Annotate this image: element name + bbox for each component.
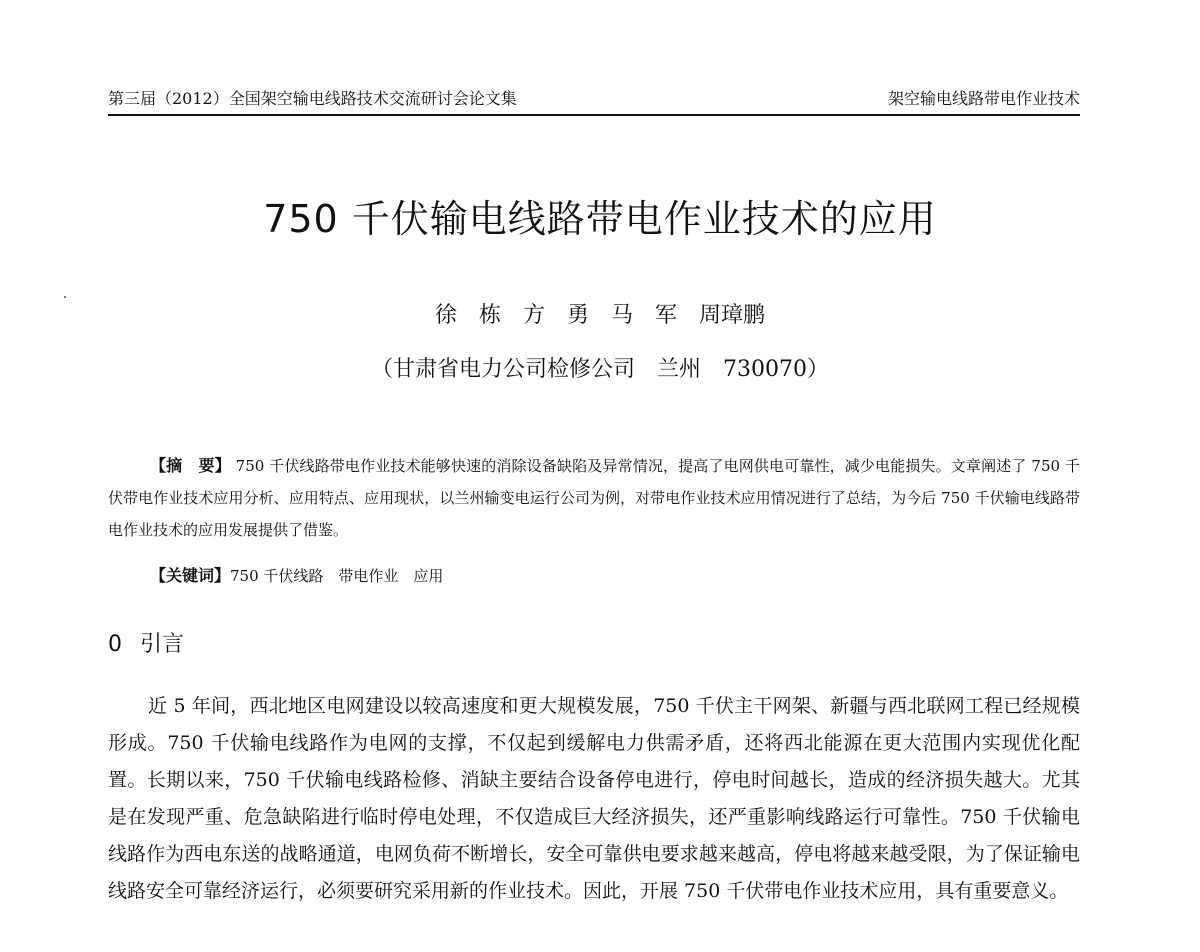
running-header xyxy=(108,84,1080,116)
abstract-paragraph xyxy=(108,450,1080,546)
author-affiliation: （甘肃省电力公司检修公司 兰州 730070） xyxy=(371,357,829,382)
abstract xyxy=(108,450,1080,546)
section-title: 引言 xyxy=(140,632,185,657)
section-number: 0 xyxy=(108,632,122,657)
keywords xyxy=(150,560,443,592)
abstract-text: 750 千伏线路带电作业技术能够快速的消除设备缺陷及异常情况，提高了电网供电可靠性，减少电能损失。文章阐述了 750 千伏带电作业技术应用分析、应用特点、应用现状，以兰州输变电运行公司为例，对带电作业技术应用情况进行了总结，为今后 750 千伏输电线路带电作业技术的应用发展提供了借鉴。 xyxy=(108,457,1080,539)
body-paragraph: 近 5 年间，西北地区电网建设以较高速度和更大规模发展，750 千伏主干网架、新疆与西北联网工程已经规模形成。750 千伏输电线路作为电网的支撑，不仅起到缓解电力供需矛盾，还将西北能源在更大范围内实现优化配置。长期以来，750 千伏输电线路检修、消缺主要结合设备停电进行，停电时间越长，造成的经济损失越大。尤其是在发现严重、危急缺陷进行临时停电处理，不仅造成巨大经济损失，还严重影响线路运行可靠性。750 千伏输电线路作为西电东送的战略通道，电网负荷不断增长，安全可靠供电要求越来越高，停电将越来越受限，为了保证输电线路安全可靠经济运行，必须要研究采用新的作业技术。因此，开展 750 千伏带电作业技术应用，具有重要意义。 xyxy=(108,695,1080,902)
running-header-section: 架空输电线路带电作业技术 xyxy=(887,89,1080,108)
abstract-label: 【摘 要】 xyxy=(150,456,231,475)
introduction-body xyxy=(108,688,1080,910)
keywords-text: 750 千伏线路 带电作业 应用 xyxy=(230,567,444,585)
author-list: 徐 栋 方 勇 马 军 周璋鹏 xyxy=(434,303,765,328)
section-heading-introduction xyxy=(108,628,184,662)
paper-title: 750 千伏输电线路带电作业技术的应用 xyxy=(263,197,937,241)
keywords-label: 【关键词】 xyxy=(150,566,231,585)
running-header-proceedings: 第三届（2012）全国架空输电线路技术交流研讨会论文集 xyxy=(108,89,517,108)
